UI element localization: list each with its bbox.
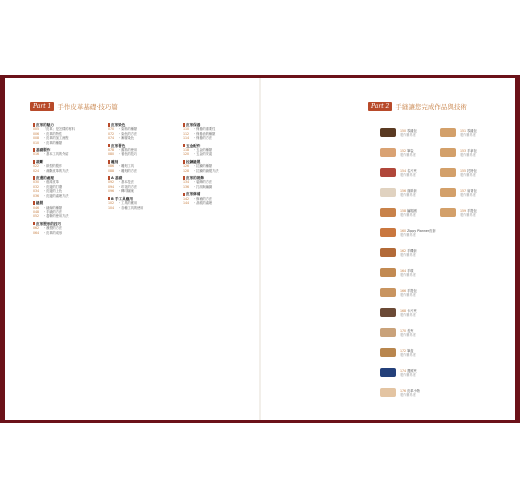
product-label: 162 手機套 製作難易度: [400, 248, 417, 257]
section-marker: [33, 201, 35, 205]
product-page-number: 151: [460, 128, 468, 133]
toc-entry[interactable]: 046 ・縫線的種類: [33, 205, 63, 210]
toc-entry[interactable]: 120 ・五金的安裝: [183, 152, 213, 157]
product-entry[interactable]: [380, 328, 416, 337]
section-marker: [33, 176, 35, 180]
product-difficulty: 製作難易度: [400, 312, 416, 317]
toc-entry[interactable]: 010 ・皮革的種類: [33, 140, 63, 145]
product-thumbnail: [380, 348, 396, 357]
product-page-number: 160: [400, 228, 408, 233]
product-entry[interactable]: [440, 148, 477, 157]
product-difficulty: 製作難易度: [400, 272, 416, 277]
toc-entry[interactable]: 118 ・五金的種類: [183, 148, 213, 153]
product-label: 155 托特包 製作難易度: [460, 168, 477, 177]
section-marker: [108, 123, 110, 127]
toc-page-number: 126: [183, 164, 190, 169]
product-difficulty: 製作難易度: [400, 352, 416, 357]
product-label: 176 皮革小物 製作難易度: [400, 388, 420, 397]
toc-entry[interactable]: 114 ・保養的方法: [183, 136, 213, 141]
product-label: 170 長夾 製作難易度: [400, 328, 416, 337]
toc-entry[interactable]: 005 「皮革」是怎樣的材料: [33, 127, 75, 132]
toc-section-title: 拉鍊縫製: [183, 160, 255, 164]
toc-page-number: 006: [33, 131, 40, 136]
product-entry[interactable]: [380, 228, 436, 237]
toc-page-number: 048: [33, 209, 40, 214]
toc-page-number: 064: [33, 230, 40, 235]
toc-page-number: 136: [183, 184, 190, 189]
product-entry[interactable]: [380, 128, 417, 137]
toc-section-title: 裁斷: [33, 160, 105, 164]
toc-page-number: 110: [183, 127, 190, 132]
toc-entry[interactable]: 110 ・保養的重要性: [183, 127, 216, 132]
product-thumbnail: [380, 188, 396, 197]
product-thumbnail: [380, 148, 396, 157]
product-label: 154 名片夾 製作難易度: [400, 168, 417, 177]
toc-page-number: 114: [183, 136, 190, 141]
product-page-number: 170: [400, 328, 408, 333]
toc-page-number: 016: [33, 152, 40, 157]
product-page-number: 154: [400, 168, 408, 173]
section-marker: [183, 160, 185, 164]
toc-entry[interactable]: 126 ・拉鍊的種類: [183, 164, 213, 169]
toc-column-3: [183, 120, 255, 206]
toc-entry[interactable]: 112 ・保養油的種類: [183, 131, 216, 136]
toc-page-number: 128: [183, 168, 190, 173]
product-thumbnail: [440, 148, 456, 157]
product-entry[interactable]: [380, 148, 416, 157]
product-thumbnail: [380, 128, 396, 137]
part-badge: Part 2: [368, 102, 392, 111]
toc-page-number: 078: [108, 148, 115, 153]
toc-entry[interactable]: 086 ・雕刻工具: [108, 164, 134, 169]
product-entry[interactable]: [380, 368, 417, 377]
product-thumbnail: [440, 128, 456, 137]
product-label: 152 筆袋 製作難易度: [400, 148, 416, 157]
product-page-number: 150: [400, 128, 408, 133]
toc-entry[interactable]: 036 ・皮邊的處理方法: [33, 193, 69, 198]
product-label: 174 護照夾 製作難易度: [400, 368, 417, 377]
toc-page-number: 086: [108, 164, 115, 169]
product-page-number: 174: [400, 368, 408, 373]
toc-page-number: 142: [183, 196, 190, 201]
product-thumbnail: [440, 168, 456, 177]
part-badge: Part 1: [30, 102, 54, 111]
toc-entry[interactable]: 080 ・著色的技巧: [108, 152, 138, 157]
toc-entry[interactable]: 104 ・各種工具的使用: [108, 205, 144, 210]
product-page-number: 157: [460, 188, 468, 193]
product-difficulty: 製作難易度: [460, 212, 476, 217]
toc-entry[interactable]: 102 ・工具的應用: [108, 201, 138, 206]
product-page-number: 156: [400, 188, 408, 193]
product-thumbnail: [380, 268, 396, 277]
section-marker: [108, 176, 110, 180]
toc-column-2: [108, 120, 180, 210]
page-gutter: [259, 78, 261, 420]
toc-page-number: 010: [33, 140, 40, 145]
toc-page-number: 120: [183, 152, 190, 157]
toc-page-number: 074: [108, 136, 115, 141]
toc-section-title: 縫製: [33, 201, 105, 205]
product-label: 158 鑰匙圈 製作難易度: [400, 208, 417, 217]
product-page-number: 166: [400, 288, 408, 293]
toc-section-title: 基礎製作: [33, 148, 105, 152]
toc-entry[interactable]: 032 ・皮邊的打磨: [33, 184, 63, 189]
toc-page-number: 032: [33, 184, 40, 189]
toc-entry[interactable]: 016 ・基本工具的介紹: [33, 152, 69, 157]
toc-page-number: 118: [183, 148, 190, 153]
product-thumbnail: [380, 168, 396, 177]
toc-entry[interactable]: 064 ・皮革的成形: [33, 230, 63, 235]
product-difficulty: 製作難易度: [460, 172, 476, 177]
section-marker: [33, 123, 35, 127]
toc-section-title: 皮革的裝飾: [183, 176, 255, 180]
product-thumbnail: [380, 328, 396, 337]
product-page-number: 176: [400, 388, 408, 393]
product-page-number: 155: [460, 168, 468, 173]
product-difficulty: 製作難易度: [400, 132, 416, 137]
toc-page-number: 088: [108, 168, 115, 173]
section-marker: [33, 148, 35, 152]
toc-section-title: 皮革修補: [183, 192, 255, 196]
part-title: 手縫讓您完成作品與技術: [395, 103, 467, 111]
toc-entry[interactable]: 136 ・打洞與編織: [183, 184, 213, 189]
section-marker: [33, 160, 35, 164]
product-label: 159 手提包 製作難易度: [460, 208, 477, 217]
toc-page-number: 024: [33, 168, 40, 173]
toc-section-title: 五金配件: [183, 144, 255, 148]
product-label: 164 手環 製作難易度: [400, 268, 416, 277]
product-page-number: 168: [400, 308, 408, 313]
product-page-number: 164: [400, 268, 408, 273]
toc-section-title: 皮革著色: [108, 144, 180, 148]
toc-entry[interactable]: 052 ・菱斬的使用方法: [33, 214, 69, 219]
toc-entry[interactable]: 030 ・削薄皮革: [33, 180, 59, 185]
product-difficulty: 製作難易度: [400, 252, 416, 257]
toc-entry[interactable]: 062 ・濕塑的方法: [33, 226, 63, 231]
toc-page-number: 046: [33, 205, 40, 210]
toc-section-title: 皮革保養: [183, 123, 255, 127]
product-difficulty: 製作難易度: [400, 392, 416, 397]
toc-entry[interactable]: 048 ・手縫的方法: [33, 209, 63, 214]
toc-page-number: 104: [108, 205, 115, 210]
toc-entry[interactable]: 092 ・基本技法: [108, 180, 134, 185]
product-thumbnail: [380, 248, 396, 257]
product-difficulty: 製作難易度: [400, 152, 416, 157]
toc-entry[interactable]: 070 ・染料的種類: [108, 127, 138, 132]
product-page-number: 172: [400, 348, 408, 353]
product-difficulty: 製作難易度: [460, 192, 476, 197]
right-part-header: [368, 100, 467, 113]
toc-page-number: 062: [33, 226, 40, 231]
toc-page-number: 134: [183, 180, 190, 185]
part-title: 手作皮革基礎·技巧篇: [57, 103, 118, 111]
toc-page-number: 112: [183, 131, 190, 136]
product-entry[interactable]: [380, 348, 416, 357]
toc-page-number: 080: [108, 152, 115, 157]
product-entry[interactable]: [380, 248, 417, 257]
product-label: 151 零錢包 製作難易度: [460, 128, 477, 137]
product-entry[interactable]: [380, 288, 417, 297]
toc-entry[interactable]: 096 ・轉印圖案: [108, 189, 134, 194]
product-label: 172 筆盒 製作難易度: [400, 348, 416, 357]
toc-section-title: A 基礎: [108, 176, 180, 180]
toc-entry[interactable]: 088 ・雕刻的方法: [108, 168, 138, 173]
product-thumbnail: [440, 208, 456, 217]
product-difficulty: 製作難易度: [400, 292, 416, 297]
product-label: 168 卡片夾 製作難易度: [400, 308, 417, 317]
toc-entry[interactable]: 006 ・皮革的特性: [33, 131, 63, 136]
toc-entry[interactable]: 128 ・拉鍊的縫製方法: [183, 168, 219, 173]
product-difficulty: 製作難易度: [400, 232, 416, 237]
toc-page-number: 102: [108, 201, 115, 206]
product-entry[interactable]: [440, 128, 477, 137]
toc-section-title: 皮邊的處理: [33, 176, 105, 180]
toc-column-1: [33, 120, 105, 235]
toc-entry[interactable]: 134 ・裝飾的方法: [183, 180, 213, 185]
toc-page-number: 094: [108, 184, 115, 189]
product-difficulty: 製作難易度: [400, 172, 416, 177]
toc-section-title: 皮革塑形的技巧: [33, 222, 105, 226]
product-entry[interactable]: [440, 208, 477, 217]
toc-entry[interactable]: 022 ・紙型的製作: [33, 164, 63, 169]
product-thumbnail: [380, 368, 396, 377]
section-marker: [108, 144, 110, 148]
product-thumbnail: [440, 188, 456, 197]
product-difficulty: 製作難易度: [460, 132, 476, 137]
product-thumbnail: [380, 308, 396, 317]
toc-page-number: 072: [108, 131, 115, 136]
toc-section-title: 雕刻: [108, 160, 180, 164]
product-label: 157 肩背包 製作難易度: [460, 188, 477, 197]
toc-page-number: 092: [108, 180, 115, 185]
section-marker: [183, 144, 185, 148]
product-thumbnail: [380, 208, 396, 217]
product-label: 166 手提包 製作難易度: [400, 288, 417, 297]
toc-entry[interactable]: 094 ・印花的方法: [108, 184, 138, 189]
section-marker: [33, 222, 35, 226]
section-marker: [108, 160, 110, 164]
product-page-number: 159: [460, 208, 468, 213]
toc-entry[interactable]: 072 ・染色的方法: [108, 131, 138, 136]
toc-page-number: 008: [33, 136, 40, 141]
toc-section-title: 皮革染色: [108, 123, 180, 127]
toc-section-title: 皮革的魅力: [33, 123, 105, 127]
left-part-header: [30, 100, 118, 113]
toc-entry[interactable]: 144 ・刮痕的處理: [183, 201, 213, 206]
section-marker: [183, 176, 185, 180]
toc-page-number: 034: [33, 189, 40, 194]
product-difficulty: 製作難易度: [460, 152, 476, 157]
product-page-number: 153: [460, 148, 468, 153]
product-entry[interactable]: [440, 188, 477, 197]
product-difficulty: 製作難易度: [400, 332, 416, 337]
toc-section-title: B 手工具應用: [108, 197, 180, 201]
product-difficulty: 製作難易度: [400, 372, 416, 377]
product-thumbnail: [380, 388, 396, 397]
product-entry[interactable]: [380, 168, 417, 177]
toc-entry[interactable]: 078 ・顏料的使用: [108, 148, 138, 153]
product-entry[interactable]: [380, 308, 417, 317]
product-entry[interactable]: [380, 208, 417, 217]
toc-entry[interactable]: 142 ・修補的方法: [183, 196, 213, 201]
product-entry[interactable]: [380, 388, 420, 397]
toc-page-number: 144: [183, 201, 190, 206]
product-label: 153 手拿包 製作難易度: [460, 148, 477, 157]
product-thumbnail: [380, 228, 396, 237]
product-page-number: 158: [400, 208, 408, 213]
toc-page-number: 005: [33, 127, 40, 132]
product-difficulty: 製作難易度: [400, 212, 416, 217]
section-marker: [108, 197, 110, 201]
product-difficulty: 製作難易度: [400, 192, 416, 197]
toc-entry[interactable]: 024 ・裁斷皮革的方法: [33, 168, 69, 173]
toc-page-number: 052: [33, 214, 40, 219]
product-page-number: 152: [400, 148, 408, 153]
product-entry[interactable]: [380, 188, 417, 197]
section-marker: [183, 193, 185, 197]
product-entry[interactable]: [380, 268, 416, 277]
product-label: 160 Zippy Planner皮套 製作難易度: [400, 228, 436, 237]
toc-page-number: 096: [108, 189, 115, 194]
toc-page-number: 030: [33, 180, 40, 185]
product-label: 156 面紙套 製作難易度: [400, 188, 417, 197]
toc-entry[interactable]: 034 ・皮邊的上色: [33, 189, 63, 194]
product-page-number: 162: [400, 248, 408, 253]
toc-page-number: 022: [33, 164, 40, 169]
product-label: 150 零錢包 製作難易度: [400, 128, 417, 137]
toc-entry[interactable]: 074 ・漸層染色: [108, 136, 134, 141]
toc-page-number: 036: [33, 193, 40, 198]
product-entry[interactable]: [440, 168, 477, 177]
toc-page-number: 070: [108, 127, 115, 132]
toc-entry[interactable]: 008 ・皮革的加工流程: [33, 136, 69, 141]
product-thumbnail: [380, 288, 396, 297]
section-marker: [183, 123, 185, 127]
